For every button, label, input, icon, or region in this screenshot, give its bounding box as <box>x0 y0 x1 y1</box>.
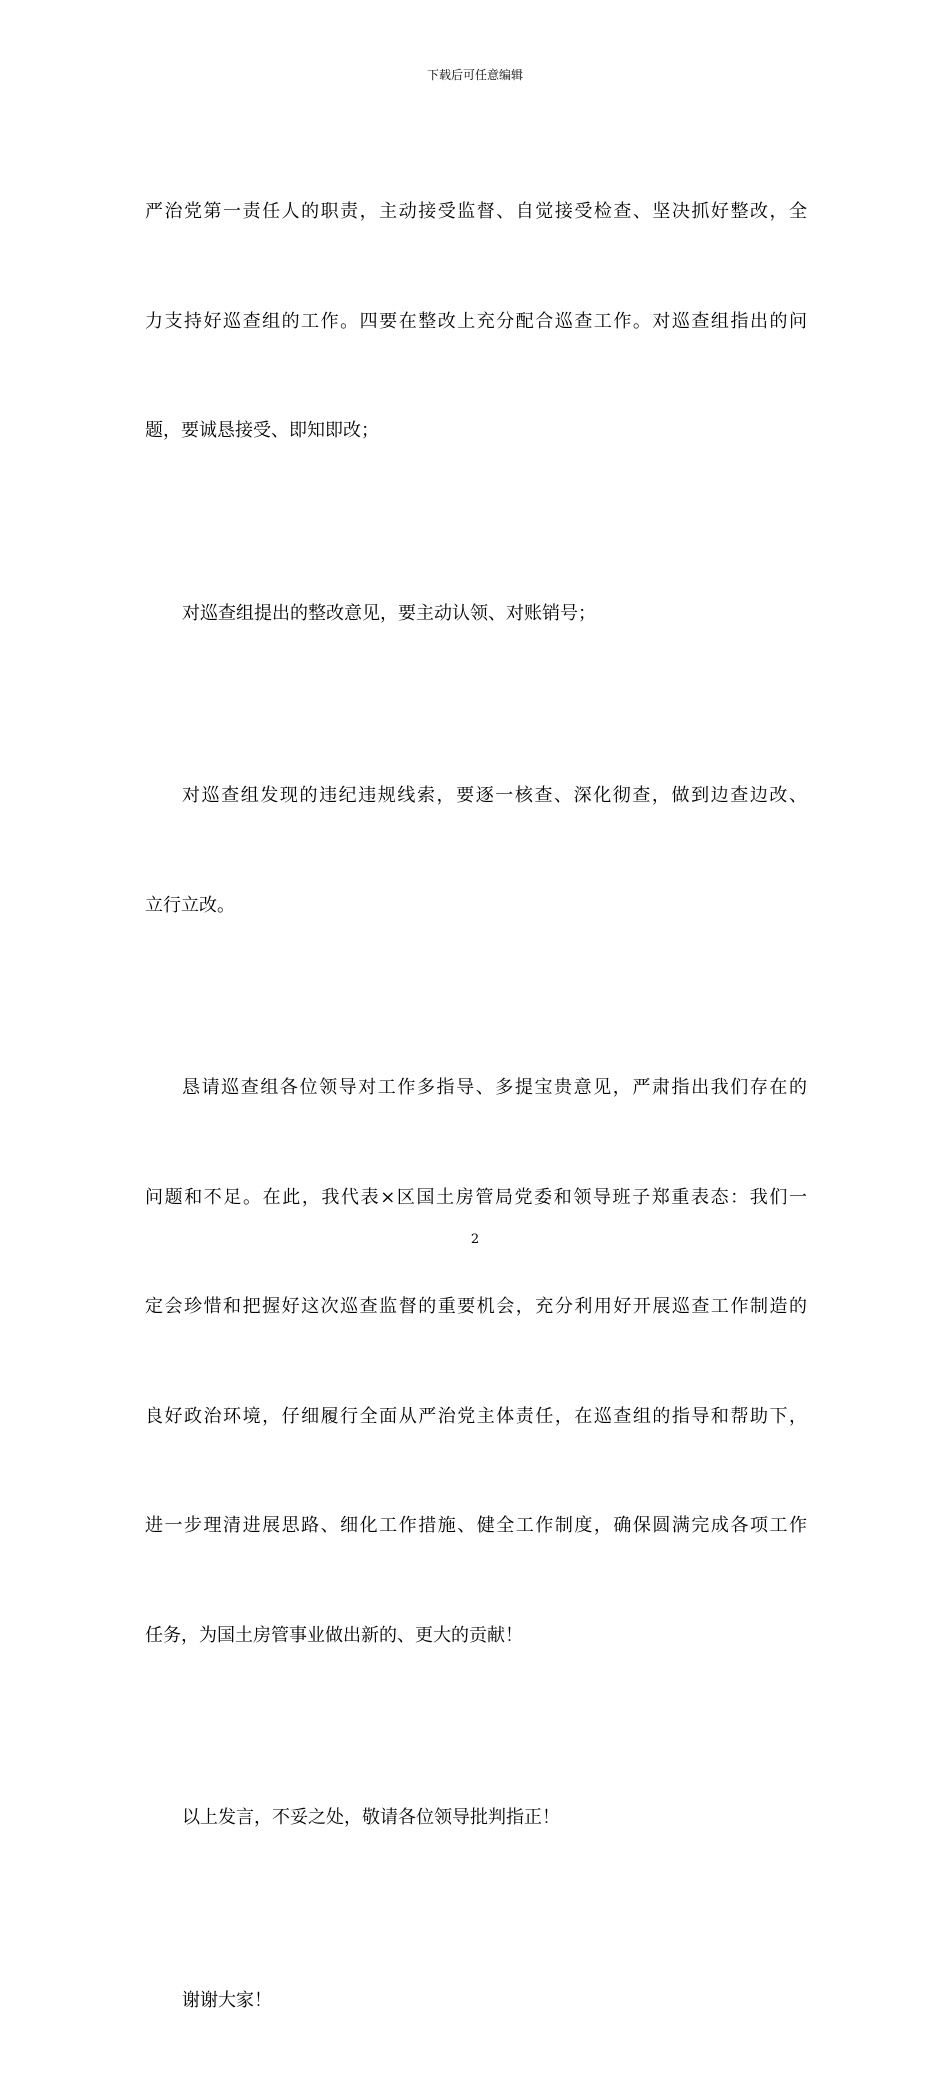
paragraph-closing-remark <box>145 1727 807 1910</box>
text-line: 问题和不足。在此，我代表×区国土房管局党委和领导班子郑重表态：我们一 <box>145 1180 807 1217</box>
text-line: 进一步理清进展思路、细化工作措施、健全工作制度，确保圆满完成各项工作 <box>145 1508 807 1545</box>
text-line: 题，要诚恳接受、即知即改； <box>145 413 807 450</box>
paragraph-continued <box>145 121 807 523</box>
text-line: 良好政治环境，仔细履行全面从严治党主体责任，在巡查组的指导和帮助下， <box>145 1399 807 1436</box>
text-line: 对巡查组发现的违纪违规线索，要逐一核查、深化彻查，做到边查边改、 <box>145 778 807 815</box>
text-line: 力支持好巡查组的工作。四要在整改上充分配合巡查工作。对巡查组指出的问 <box>145 304 807 341</box>
text-line: 定会珍惜和把握好这次巡查监督的重要机会，充分利用好开展巡查工作制造的 <box>145 1289 807 1326</box>
text-line: 对巡查组提出的整改意见，要主动认领、对账销号； <box>145 596 807 633</box>
paragraph-rectification-opinions <box>145 523 807 706</box>
text-line: 任务，为国土房管事业做出新的、更大的贡献！ <box>145 1618 807 1655</box>
page-number: 2 <box>0 1232 950 1248</box>
text-line: 立行立改。 <box>145 888 807 925</box>
text-line: 谢谢大家！ <box>145 1983 807 2020</box>
text-line: 以上发言，不妥之处，敬请各位领导批判指正！ <box>145 1800 807 1837</box>
document-body <box>145 121 807 2092</box>
paragraph-violation-clues <box>145 705 807 997</box>
paragraph-request-guidance <box>145 997 807 1727</box>
paragraph-thanks <box>145 1910 807 2092</box>
text-line: 严治党第一责任人的职责，主动接受监督、自觉接受检查、坚决抓好整改，全 <box>145 194 807 231</box>
text-line: 恳请巡查组各位领导对工作多指导、多提宝贵意见，严肃指出我们存在的 <box>145 1070 807 1107</box>
page-header-note: 下载后可任意编辑 <box>0 67 950 83</box>
